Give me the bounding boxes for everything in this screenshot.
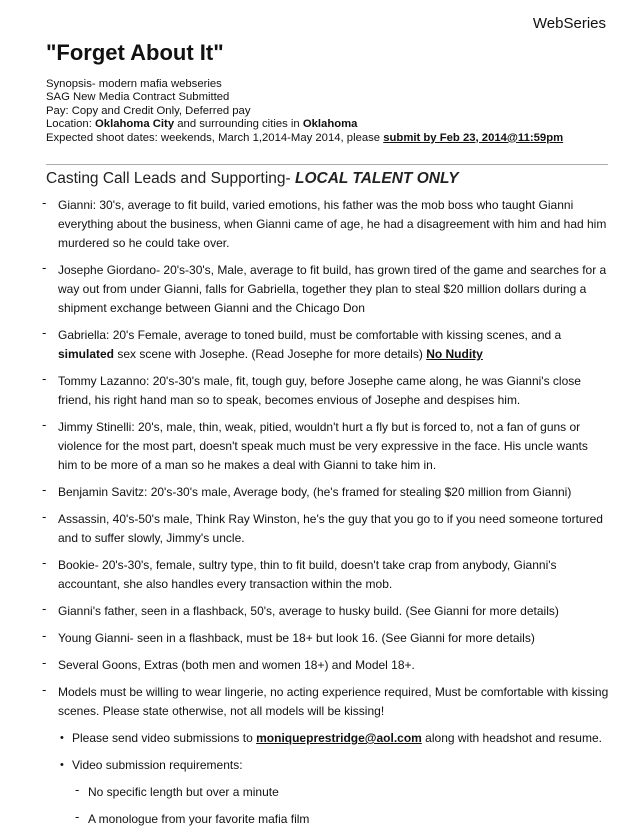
synopsis-line: Synopsis- modern mafia webseries [46,78,222,90]
role-tommy: - Tommy Lazanno: 20's-30's male, fit, tough guy, before Josephe came along, he was Gianni's close friend, his right hand man so to speak, becomes envious of Josephe and despises him. [40,372,610,410]
section-heading-emphasis: LOCAL TALENT ONLY [295,170,459,187]
header-label: WebSeries [532,15,606,32]
submission-deadline: submit by Feb 23, 2014@11:59pm [383,131,564,144]
section-heading [46,170,459,188]
location-prefix: Location: [46,118,95,131]
role-gabriella-text-c: sex scene with Josephe. (Read Josephe for more details) [114,347,427,361]
section-heading-prefix: Casting Call Leads and Supporting- [46,170,296,187]
role-young-gianni: - Young Gianni- seen in a flashback, must be 18+ but look 16. (See Gianni for more details) [40,629,610,648]
role-assassin: - Assassin, 40's-50's male, Think Ray Winston, he's the guy that you go to if you need someone tortured and to suffer slowly, Jimmy's uncle. [40,510,610,548]
role-josephe: - Josephe Giordano- 20's-30's, Male, average to fit build, has grown tired of the game and searches for a way out from under Gianni, falls for Gabriella, together they plan to steal $20 million dollars during a shipment exchange between Gianni and the Chicago Don [40,261,610,318]
role-list [40,196,610,837]
production-details [46,78,606,145]
role-jimmy: - Jimmy Stinelli: 20's, male, thin, weak, pitied, wouldn't hurt a fly but is forced to, not a fan of guns or violence for the most part, doesn't speak much must be very expressive in the face. His uncle wants him to be more of a man so he makes a deal with Gianni to take him in. [40,418,610,475]
location-line [46,118,606,131]
role-bookie: - Bookie- 20's-30's, female, sultry type, thin to fit build, doesn't take crap from anybody, Gianni's accountant, she also handles every transaction within the mob. [40,556,610,594]
submission-email[interactable]: moniqueprestridge@aol.com [256,731,422,745]
role-models: - Models must be willing to wear lingerie, no acting experience required, Must be comfortable with kissing scenes. Please state otherwise, not all models will be kissing! [40,683,610,721]
location-middle: and surrounding cities in [174,118,303,131]
contract-line: SAG New Media Contract Submitted [46,91,230,104]
video-requirement-length: - No specific length but over a minute [40,783,610,802]
submission-instruction [40,729,610,748]
submission-suffix: along with headshot and resume. [421,731,602,745]
submission-prefix: Please send video submissions to [72,731,257,745]
shoot-dates-prefix: Expected shoot dates: weekends, March 1,2014-May 2014, please [46,131,384,144]
location-city: Oklahoma City [95,118,175,131]
shoot-dates-line [46,132,606,145]
pay-line: Pay: Copy and Credit Only, Deferred pay [46,104,251,117]
role-gabriella [40,326,610,364]
section-divider [46,164,608,165]
page-title: "Forget About It" [46,40,224,65]
role-gabriella-simulated: simulated [58,347,115,361]
no-nudity-note: No Nudity [426,347,483,361]
video-requirements-label: • Video submission requirements: [40,756,610,775]
role-gabriella-text-a: Gabriella: 20's Female, average to toned build, must be comfortable with kissing scenes, and a [58,328,562,342]
role-gianni-father: - Gianni's father, seen in a flashback, 50's, average to husky build. (See Gianni for more details) [40,602,610,621]
video-requirement-monologue: - A monologue from your favorite mafia film [40,810,610,829]
role-benjamin: - Benjamin Savitz: 20's-30's male, Average body, (he's framed for stealing $20 million from Gianni) [40,483,610,502]
role-gianni: - Gianni: 30's, average to fit build, varied emotions, his father was the mob boss who taught Gianni everything about the business, when Gianni came of age, he had a disagreement with him and had him murdered so he could take over. [40,196,610,253]
role-extras: - Several Goons, Extras (both men and women 18+) and Model 18+. [40,656,610,675]
location-state: Oklahoma [302,118,358,131]
